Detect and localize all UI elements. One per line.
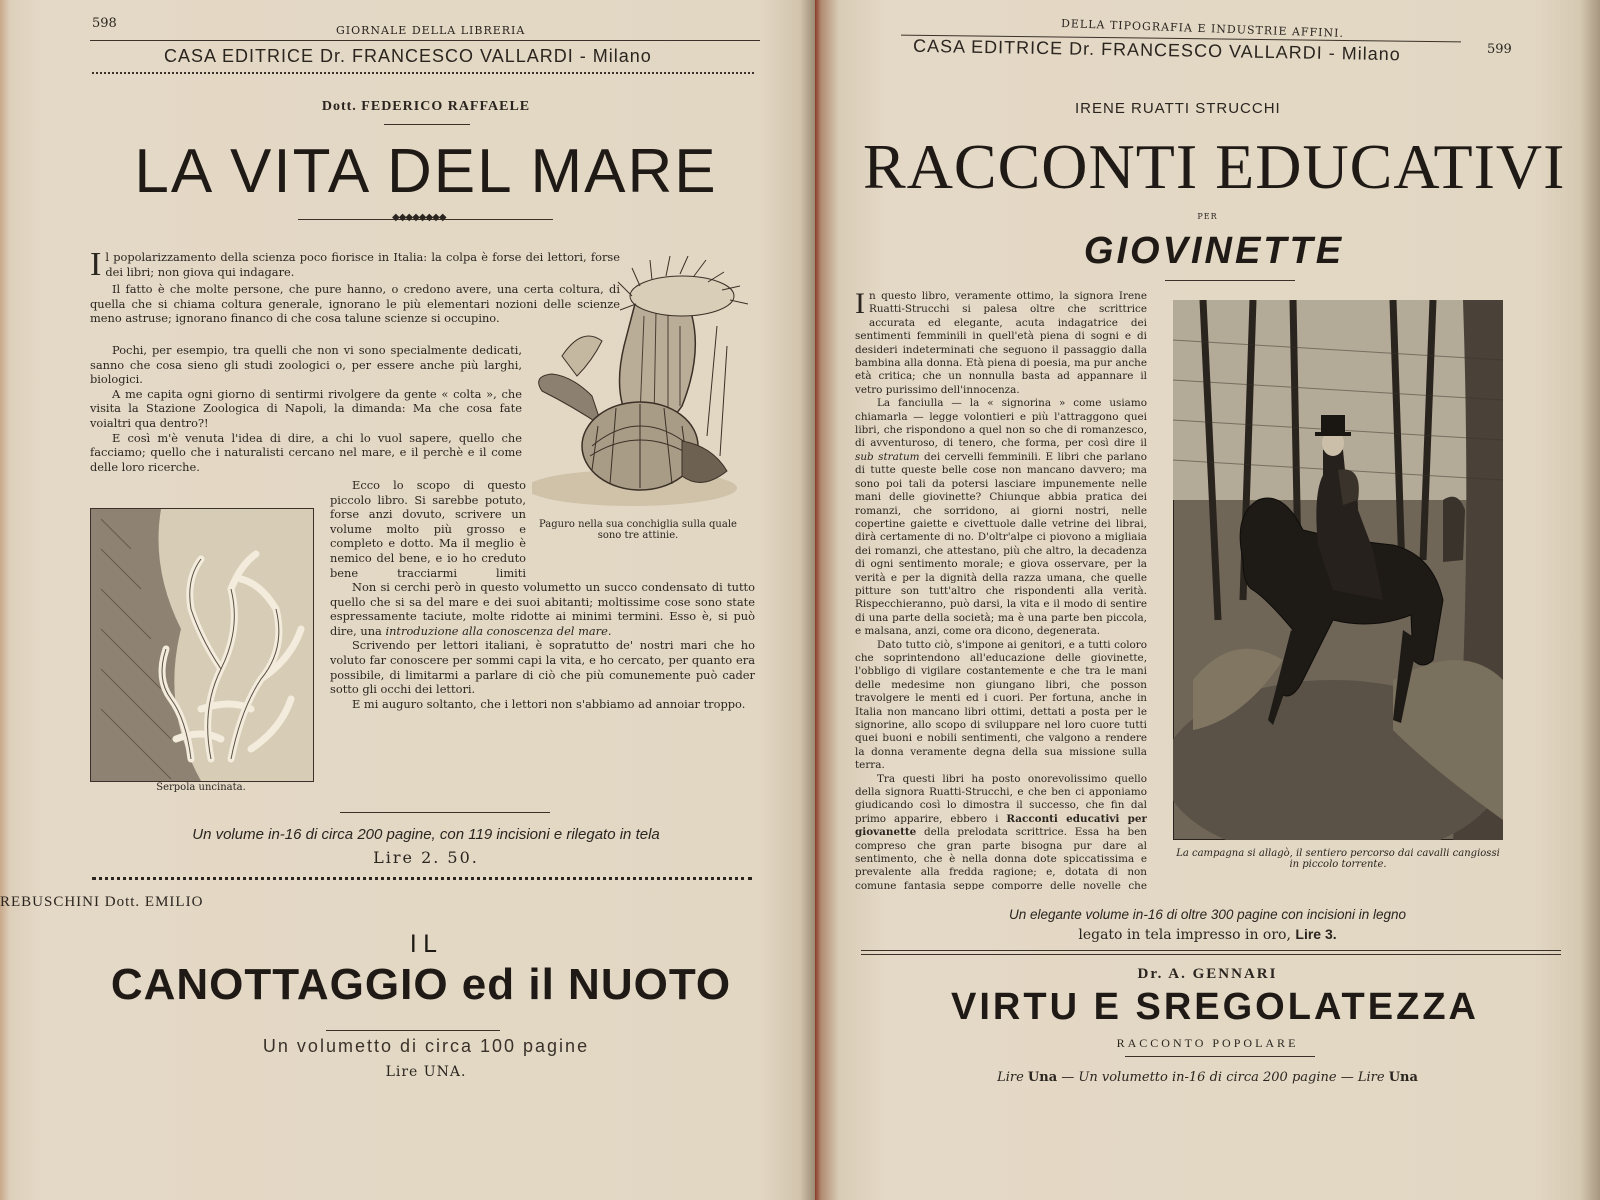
serpula-illustration-frame <box>90 508 314 782</box>
article-intro-text <box>90 246 620 283</box>
title-il: IL <box>409 930 443 958</box>
title-rule-2 <box>326 1030 500 1031</box>
publisher-line: CASA EDITRICE Dr. FRANCESCO VALLARDI - Milano <box>912 35 1401 65</box>
author-name: Dott. FEDERICO RAFFAELE <box>321 99 531 114</box>
price-line: legato in tela impresso in oro, Lire 3. <box>1078 926 1337 943</box>
article-text-block-1 <box>90 282 620 326</box>
author-name: IRENE RUATTI STRUCCHI <box>1075 100 1281 117</box>
author-name-2: Dr. A. GENNARI <box>1137 966 1278 982</box>
author-rule <box>384 124 470 125</box>
price-description: Un volume in-16 di circa 200 pagine, con 119 incisioni e rilegato in tela <box>192 826 660 843</box>
paragraph: Ecco lo scopo di questo piccolo libro. Si sarebbe potuto, forse anzi dovuto, scrivere un volume molto più grosso e completo e dotto. Ma il meglio è nemico del bene, e io ho creduto bene tracciarmi limiti <box>330 478 526 580</box>
book-title-2: CANOTTAGGIO ed il NUOTO <box>110 960 732 1009</box>
section-divider-bottom <box>861 954 1561 955</box>
book-title: RACCONTI EDUCATIVI <box>863 131 1566 202</box>
paragraph: Pochi, per esempio, tra quelli che non vi sono specialmente dedicati, sanno che cosa sieno gli studi zoologici o, per essere anche più larghi, biologici. <box>90 343 522 387</box>
paragraph: La fanciulla — la « signorina » come usiamo chiamarla — legge volontieri e più l'attraggono quei libri, che rispondono a quel non so che di romanzesco, di avventuroso, di tenero, che forma, per così dire il sub stratum dei cervelli femminili. E libri che parlano di tutte queste belle cose non mancano davvero; ma sono poi tali da potersi lasciare impunemente nelle mani delle giovinette? Chiunque abbia pratica dei romanzi, che sorridono, ai giorni nostri, nelle copertine gaiette e civettuole dalle vetrine dei librai, dirà certamente di no. D'oltr'alpe ci piovono a migliaia dei romanzi, che attestano, più che altro, la decadenza di ogni sentimento morale; e giova osservare, per la verità e per la dignità della razza umana, che quelle pitture son tutt'altro che rispondenti alla verità. Rispecchieranno, può darsi, la vita e il modo di sentire di una parte della società; ma è una parte ben piccola, e malsana, anzi, come ora dicono, degenerata. <box>855 397 1147 638</box>
paragraph: Scrivendo per lettori italiani, è sopratutto de' nostri mari che ho voluto far conoscere per sommi capi la vita, e ho cercato, per quanto era possibile, di limitarmi a parlare di ciò che più comunemente può cader sotto gli occhi dei lettori. <box>330 638 755 697</box>
price-line-2: Lire Una — Un volumetto in-16 di circa 200 pagine — Lire Una <box>997 1070 1418 1085</box>
right-page <box>815 0 1600 1200</box>
caption-engraving: La campagna si allagò, il sentiero percorso dai cavalli cangiossi in piccolo torrente. <box>1176 848 1500 870</box>
section-divider-top <box>861 950 1561 951</box>
paragraph: In questo libro, veramente ottimo, la signora Irene Ruatti-Strucchi si palesa oltre che scrittrice accurata ed elegante, acuta indagatrice dei sentimenti femminili in quell'età piena di sogni e di desideri indeterminati che seguono il passaggio dalla bambina alla donna. Età piena di poesia, ma pur anche età critica; che un nonnulla basta ad appannare il vetro purissimo dell'innocenza. <box>855 290 1147 396</box>
paragraph: Il popolarizzamento della scienza poco fiorisce in Italia: la colpa è forse dei lettori, forse dei libri; non giova qui indagare. <box>90 246 620 283</box>
subtitle-2: RACCONTO POPOLARE <box>1116 1036 1299 1050</box>
price: Lire 3. <box>1295 926 1337 942</box>
book-subtitle: GIOVINETTE <box>1083 230 1345 272</box>
price-rule <box>340 812 550 813</box>
page-number: 599 <box>1487 42 1512 57</box>
price-2: Lire UNA. <box>385 1064 467 1080</box>
article-text-block-4 <box>330 580 755 800</box>
subtitle-2: Un volumetto di circa 100 pagine <box>262 1036 590 1056</box>
title-per: PER <box>1197 212 1218 221</box>
article-text-block-2 <box>90 343 522 474</box>
caption-serpula: Serpola uncinata. <box>156 782 246 793</box>
article-text-column <box>855 290 1147 890</box>
page-number: 598 <box>92 16 117 31</box>
article-text-block-3 <box>330 478 526 580</box>
paragraph: E così m'è venuta l'idea di dire, a chi lo vuol sapere, quello che facciamo; quello che i naturalisti cercano nel mare, e il perchè e il come delle loro ricerche. <box>90 430 522 474</box>
paragraph: Il fatto è che molte persone, che pure hanno, o credono avere, una certa coltura, di quella che si chiama coltura generale, ignorano le più elementari nozioni delle scienze meno astruse; ignorano financo di che cosa talune scienze si occupino. <box>90 282 620 326</box>
header-rule <box>90 40 760 41</box>
price-description: Un elegante volume in-16 di oltre 300 pagine con incisioni in legno <box>1008 907 1406 922</box>
paragraph: A me capita ogni giorno di sentirmi rivolgere da gente « colta », che visita la Stazione Zoologica di Napoli, la dimanda: Ma che cosa fate voialtri qua dentro?! <box>90 386 522 430</box>
paragraph: Tra questi libri ha posto onorevolissimo quello della signora Ruatti-Strucchi, e che ben ci apponiamo giudicando così lo dimostra il successo, che fin dal primo apparire, ebbero i Racconti educativi per giovanette della prelodata scrittrice. Essa ha ben compreso che gran parte bisogna pur dare al sentimento, che è nella donna dote spiccatissima e prevalente alla fredda ragione; e, dotata di non comune fantasia seppe comporre delle novelle che <box>855 772 1147 890</box>
title-rule <box>1165 280 1295 281</box>
running-head: DELLA TIPOGRAFIA E INDUSTRIE AFFINI. <box>1060 17 1345 40</box>
paragraph: Dato tutto ciò, s'impone ai genitori, e a tutti coloro che soprintendono all'educazione delle giovinette, l'obbligo di vigilare costantemente e che tra le mani delle medesime non giungano libri, che posson travolgere le menti ed i cuori. Per fortuna, anche in Italia non mancano libri ottimi, dettati a posta per le signorine, allo scopo di sviluppare nel loro cuore tutti quei buoni e nobili sentimenti, che valgono a rendere la donna veramente degna della sua missione sulla terra. <box>855 638 1147 772</box>
horse-rider-engraving <box>1173 300 1503 840</box>
book-title: LA VITA DEL MARE <box>134 137 718 206</box>
paragraph: E mi auguro soltanto, che i lettori non s'abbiamo ad annoiar troppo. <box>352 696 746 711</box>
book-title-2: VIRTU E SREGOLATEZZA <box>951 986 1479 1028</box>
dropcap: I <box>855 290 865 320</box>
publisher-line: CASA EDITRICE Dr. FRANCESCO VALLARDI - Milano <box>164 46 652 66</box>
subtitle-rule <box>1125 1056 1315 1057</box>
title-ornament: ◆◆◆◆◆◆◆◆ <box>392 212 446 223</box>
dropcap: I <box>90 246 102 283</box>
ornamental-rule <box>92 72 754 78</box>
section-divider <box>92 877 752 884</box>
paragraph: Non si cerchi però in questo volumetto un succo condensato di tutto quello che si sa del mare e dei suoi abitanti; moltissime cose sono state espressamente taciute, molte ridotte ai minimi termini. Esso è, si può dire, una introduzione alla conoscenza del mare. <box>330 580 755 638</box>
author-name-2: REBUSCHINI Dott. EMILIO <box>0 894 204 910</box>
serpula-illustration <box>91 509 313 781</box>
running-head: GIORNALE DELLA LIBRERIA <box>336 24 526 37</box>
price: Lire 2. 50. <box>373 848 479 867</box>
caption-hermit-crab: Paguro nella sua conchiglia sulla quale sono tre attinie. <box>539 519 737 541</box>
